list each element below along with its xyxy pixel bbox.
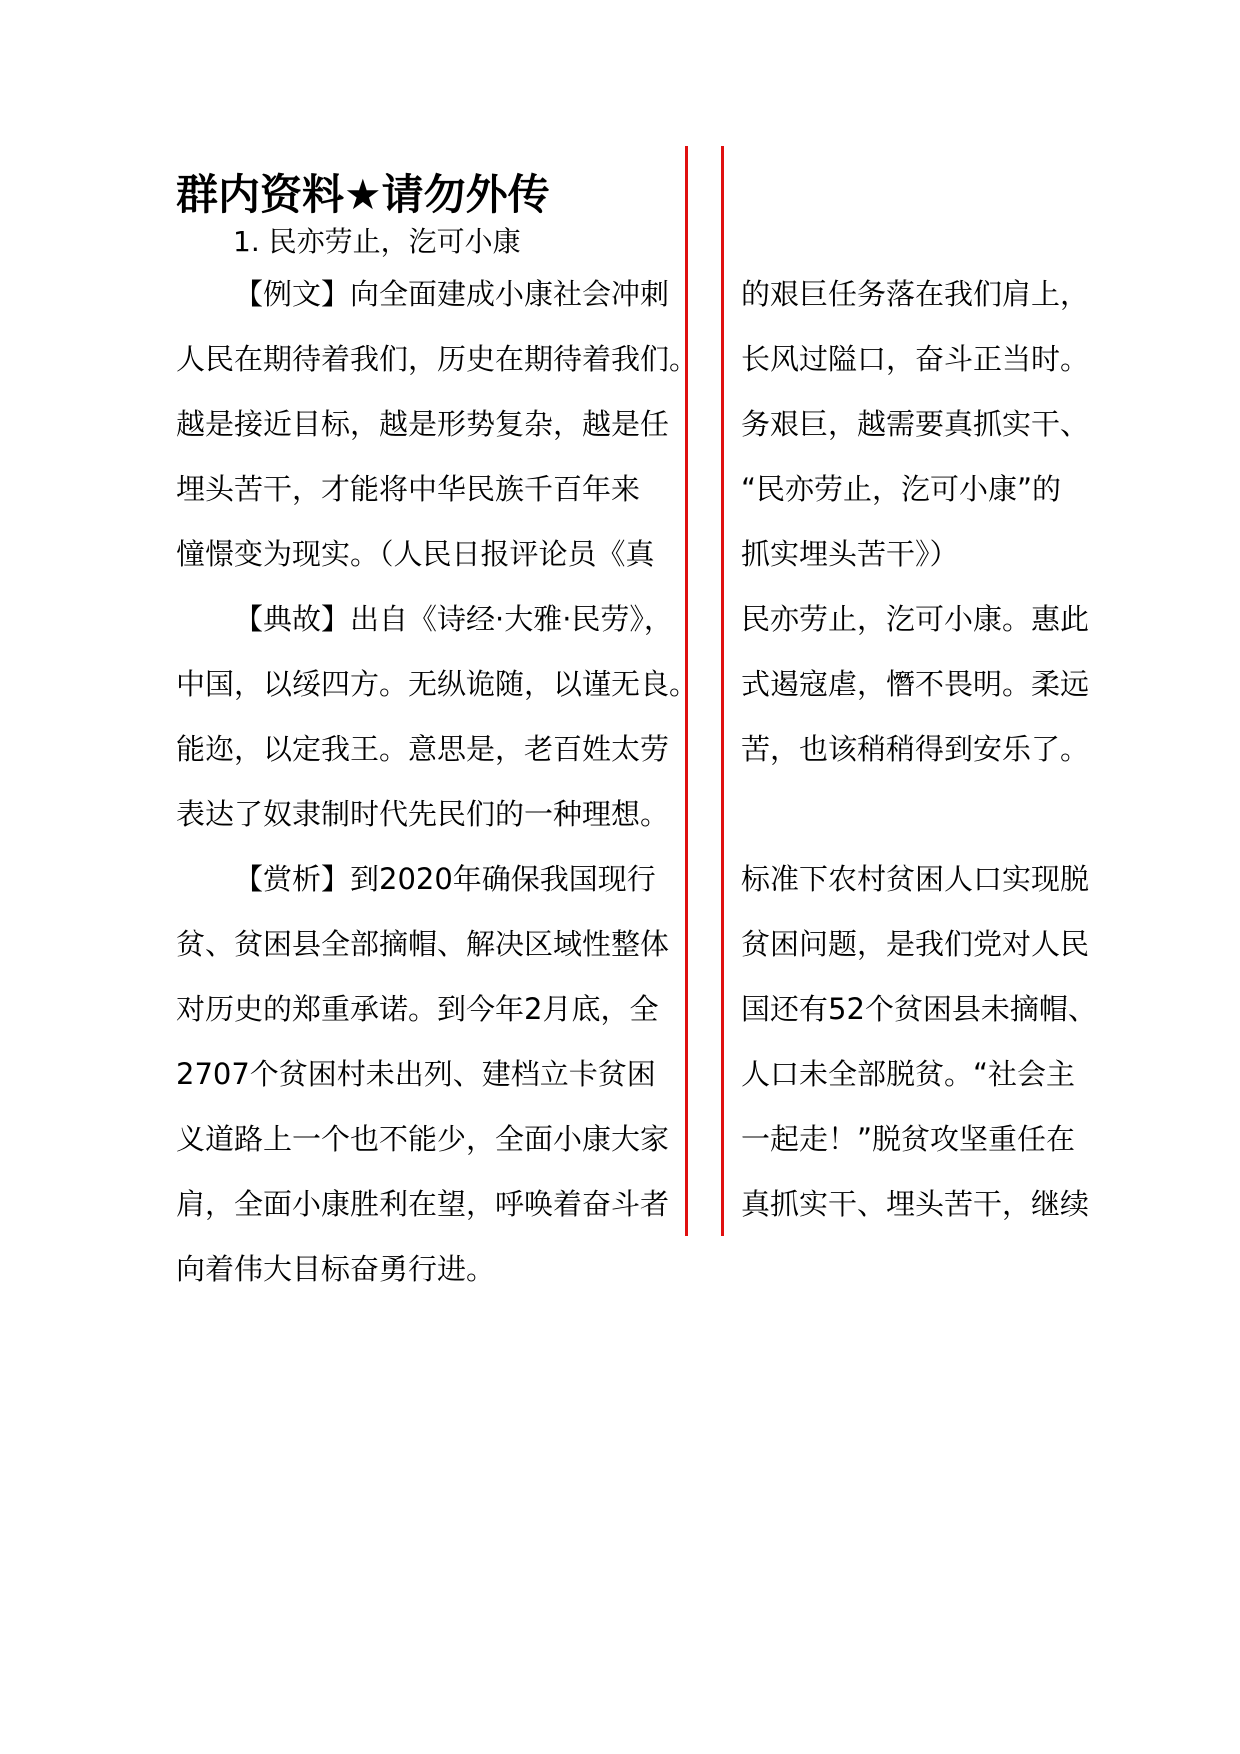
text-line: “民亦劳止，汔可小康”的 <box>741 472 1062 506</box>
text-line: 向着伟大目标奋勇行进。 <box>176 1252 496 1286</box>
text-line: 人口未全部脱贫。“社会主 <box>741 1057 1076 1091</box>
left-text-column <box>176 262 698 1302</box>
text-line: 贫、贫困县全部摘帽、解决区域性整体 <box>176 927 670 961</box>
text-line: 中国，以绥四方。无纵诡随，以谨无良。 <box>176 667 699 701</box>
text-line: 人民在期待着我们，历史在期待着我们。 <box>176 342 699 376</box>
text-line: 对历史的郑重承诺。到今年2月底，全 <box>176 992 659 1026</box>
text-line: 的艰巨任务落在我们肩上， <box>741 277 1090 311</box>
text-line: 埋头苦干，才能将中华民族千百年来 <box>176 472 641 506</box>
text-line: 能迩，以定我王。意思是，老百姓太劳 <box>176 732 670 766</box>
text-line: 式遏寇虐，憯不畏明。柔远 <box>741 667 1090 701</box>
right-text-column <box>741 262 1097 1237</box>
text-line: 抓实埋头苦干》） <box>741 537 959 571</box>
text-line: 真抓实干、埋头苦干，继续 <box>741 1187 1090 1221</box>
text-line: 一起走！”脱贫攻坚重任在 <box>741 1122 1076 1156</box>
text-line: 【例文】向全面建成小康社会冲刺 <box>234 277 670 311</box>
text-line: 越是接近目标，越是形势复杂，越是任 <box>176 407 670 441</box>
text-line: 肩，全面小康胜利在望，呼唤着奋斗者 <box>176 1187 670 1221</box>
blank-line <box>741 782 1097 847</box>
text-line: 标准下农村贫困人口实现脱 <box>741 862 1090 896</box>
text-line: 2707个贫困村未出列、建档立卡贫困 <box>176 1057 656 1091</box>
column-divider-right <box>721 146 724 1236</box>
text-line: 【典故】出自《诗经·大雅·民劳》， <box>234 602 673 636</box>
section-title: 1. 民亦劳止，汔可小康 <box>233 225 521 258</box>
text-line: 表达了奴隶制时代先民们的一种理想。 <box>176 797 670 831</box>
text-line: 长风过隘口，奋斗正当时。 <box>741 342 1090 376</box>
text-line: 国还有52个贫困县未摘帽、 <box>741 992 1097 1026</box>
text-line: 【赏析】到2020年确保我国现行 <box>234 862 656 896</box>
text-line: 贫困问题，是我们党对人民 <box>741 927 1090 961</box>
text-line: 务艰巨，越需要真抓实干、 <box>741 407 1090 441</box>
page-title: 群内资料★请勿外传 <box>176 170 550 219</box>
text-line: 憧憬变为现实。（人民日报评论员《真 <box>176 537 655 571</box>
text-line: 苦，也该稍稍得到安乐了。 <box>741 732 1090 766</box>
text-line: 民亦劳止，汔可小康。惠此 <box>741 602 1090 636</box>
text-line: 义道路上一个也不能少，全面小康大家 <box>176 1122 670 1156</box>
